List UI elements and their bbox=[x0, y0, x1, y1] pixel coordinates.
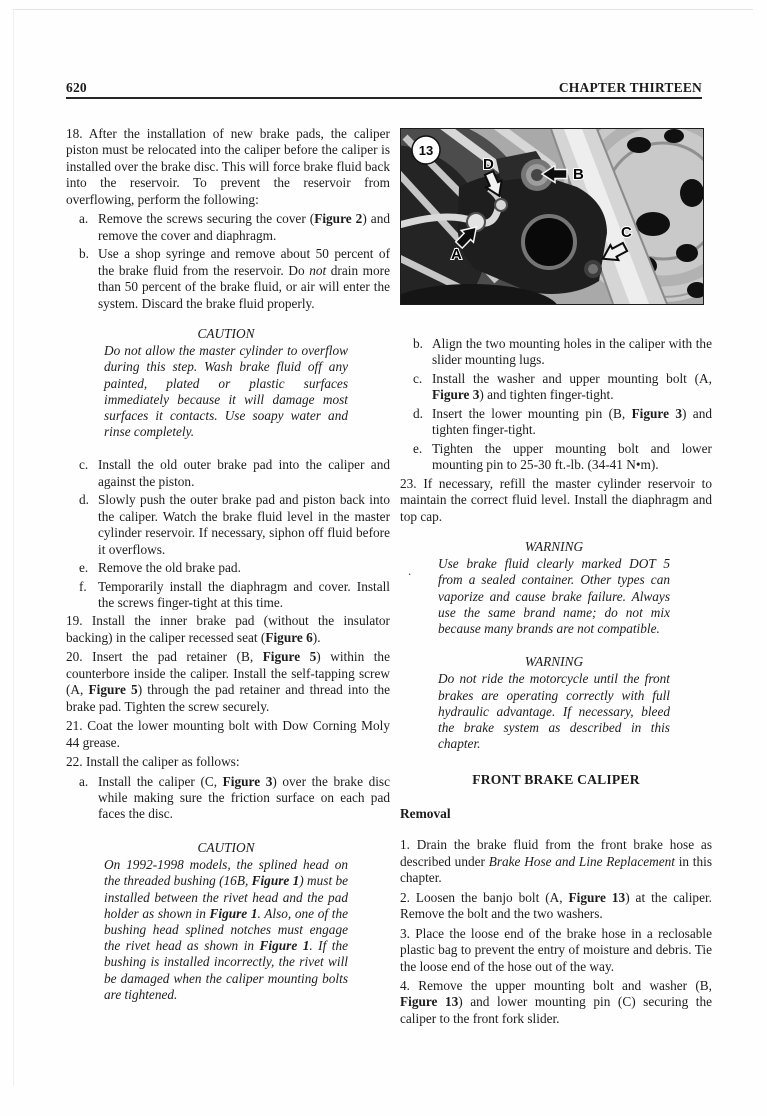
removal-step-4: 4. Remove the upper mounting bolt and washer (B, Figure 13) and lower mounting pin (C) securing the caliper to the front fork slider. bbox=[400, 977, 713, 1026]
step-22: 22. Install the caliper as follows: bbox=[66, 754, 240, 770]
figure-number: 13 bbox=[418, 143, 434, 158]
caution-block-1 bbox=[104, 326, 348, 440]
warnings bbox=[400, 539, 712, 752]
substep-text: Insert the lower mounting pin (B, Figure 3) and tighten finger-tight. bbox=[432, 405, 712, 438]
substep-22c bbox=[400, 371, 712, 404]
substep-label: c. bbox=[413, 370, 423, 386]
substep-18e bbox=[66, 560, 390, 576]
removal-step-2: 2. Loosen the banjo bolt (A, Figure 13) at the caliper. Remove the bolt and the two washers. bbox=[400, 889, 713, 922]
substep-label: b. bbox=[413, 336, 423, 351]
substep-text: Remove the screws securing the cover (Figure 2) and remove the cover and diaphragm. bbox=[98, 211, 390, 243]
figure-13-photo bbox=[400, 128, 704, 305]
substep-label: d. bbox=[413, 405, 423, 421]
substep-22a bbox=[66, 774, 390, 823]
substep-text: Tighten the upper mounting bolt and lower mounting pin to 25-30 ft.-lb. (34-41 N•m). bbox=[432, 440, 712, 473]
substep-label: c. bbox=[79, 457, 89, 473]
warning-block-2 bbox=[438, 654, 670, 752]
substep-18b bbox=[66, 246, 390, 312]
substep-label: f. bbox=[79, 578, 87, 594]
substep-22e bbox=[400, 441, 712, 474]
figure-label-a: A bbox=[451, 246, 462, 263]
removal-step-1: 1. Drain the brake fluid from the front brake hose as described under Brake Hose and Line Replacement in this chapter. bbox=[400, 837, 713, 886]
chapter-title: CHAPTER THIRTEEN bbox=[558, 80, 702, 95]
step-23: 23. If necessary, refill the master cylinder reservoir to maintain the correct fluid level. Install the diaphragm and top cap. bbox=[400, 475, 712, 524]
scan-artifact-dot: . bbox=[408, 562, 412, 578]
substep-text: Install the caliper (C, Figure 3) over the brake disc while making sure the friction surface on each pad faces the disc. bbox=[98, 773, 390, 822]
substep-18c bbox=[66, 457, 390, 490]
substep-text: Install the washer and upper mounting bolt (A, Figure 3) and tighten finger-tight. bbox=[432, 370, 712, 403]
substep-text: Install the old outer brake pad into the caliper and against the piston. bbox=[98, 457, 390, 489]
caution-text: Do not allow the master cylinder to overflow during this step. Wash brake fluid off any painted, plated or plastic surfaces immediately because it will damage most surfaces it contacts. Use soapy water and rinse completely. bbox=[104, 343, 348, 440]
section-heading-front-brake-caliper: FRONT BRAKE CALIPER bbox=[472, 772, 640, 788]
substep-label: d. bbox=[79, 492, 89, 508]
sub-heading-removal: Removal bbox=[400, 805, 451, 821]
substep-22d bbox=[400, 406, 712, 439]
substep-text: Use a shop syringe and remove about 50 percent of the brake fluid from the reservoir. Do not drain more than 50 percent of the brake fluid, or air will enter the system. Discard the brake fluid properly. bbox=[98, 246, 391, 311]
warning-block-1 bbox=[438, 539, 670, 637]
page-header bbox=[66, 80, 702, 99]
removal-step-3: 3. Place the loose end of the brake hose in a reclosable plastic bag to prevent the entry of moisture and debris. Tie the loose end of the hose out of the way. bbox=[400, 925, 712, 974]
step-18: 18. After the installation of new brake pads, the caliper piston must be relocated into the caliper before the caliper is installed over the brake disc. This will force brake fluid back into the reservoir. To prevent the reservoir from overflowing, perform the following: bbox=[66, 126, 390, 207]
figure-label-c: C bbox=[621, 224, 632, 241]
warning-title: WARNING bbox=[524, 538, 584, 554]
caution-text: On 1992-1998 models, the splined head on the threaded bushing (16B, Figure 1) must be installed between the rivet head and the pad holder as shown in Figure 1. Also, one of the bushing head splined notches must engage the rivet head as shown in Figure 1. If the bushing is installed incorrectly, the rivet will be damaged when the caliper mounting bolts are tightened. bbox=[104, 857, 349, 1002]
substep-label: b. bbox=[79, 246, 89, 262]
figure-label-b: B bbox=[573, 166, 584, 183]
substep-text: Remove the old brake pad. bbox=[98, 560, 241, 576]
substep-text: Align the two mounting holes in the caliper with the slider mounting lugs. bbox=[432, 336, 712, 368]
substep-label: a. bbox=[79, 211, 89, 227]
substep-18d bbox=[66, 492, 390, 558]
substep-text: Temporarily install the diaphragm and cover. Install the screws finger-tight at this time. bbox=[98, 578, 390, 611]
substep-label: e. bbox=[79, 560, 89, 576]
warning-text: Do not ride the motorcycle until the front brakes are operating correctly with full hydraulic advantage. If necessary, bleed the brake system as described in this chapter. bbox=[438, 671, 670, 752]
left-column bbox=[66, 126, 390, 1030]
substep-label: a. bbox=[79, 773, 89, 789]
warning-title: WARNING bbox=[524, 654, 584, 670]
brake-caliper-photo-illustration bbox=[401, 129, 703, 304]
caution-title: CAUTION bbox=[197, 839, 255, 855]
right-column bbox=[400, 126, 712, 1030]
two-column-body bbox=[66, 126, 767, 1030]
step-19: 19. Install the inner brake pad (without the insulator backing) in the caliper recessed seat (Figure 6). bbox=[66, 613, 390, 645]
substep-label: e. bbox=[413, 440, 423, 456]
substep-18f bbox=[66, 579, 390, 612]
step-21: 21. Coat the lower mounting bolt with Dow Corning Moly 44 grease. bbox=[66, 718, 390, 750]
substep-text: Slowly push the outer brake pad and piston back into the caliper. Watch the brake fluid level in the master cylinder reservoir. If necessary, siphon off fluid before it overflows. bbox=[98, 492, 390, 557]
page-number: 620 bbox=[66, 80, 87, 95]
warning-text: Use brake fluid clearly marked DOT 5 from a sealed container. Other types can vaporize and cause brake failure. Always use the same brand name; do not mix because many brands are not compatible. bbox=[438, 556, 670, 636]
caution-block-2 bbox=[104, 840, 348, 1003]
substep-18a bbox=[66, 211, 390, 244]
step-20: 20. Insert the pad retainer (B, Figure 5) within the counterbore inside the caliper. Install the self-tapping screw (A, Figure 5) through the pad retainer and thread into the brake pad. Tighten the screw securely. bbox=[66, 649, 390, 714]
figure-label-d: D bbox=[483, 156, 494, 173]
caution-title: CAUTION bbox=[197, 325, 255, 341]
substep-22b bbox=[400, 336, 712, 369]
